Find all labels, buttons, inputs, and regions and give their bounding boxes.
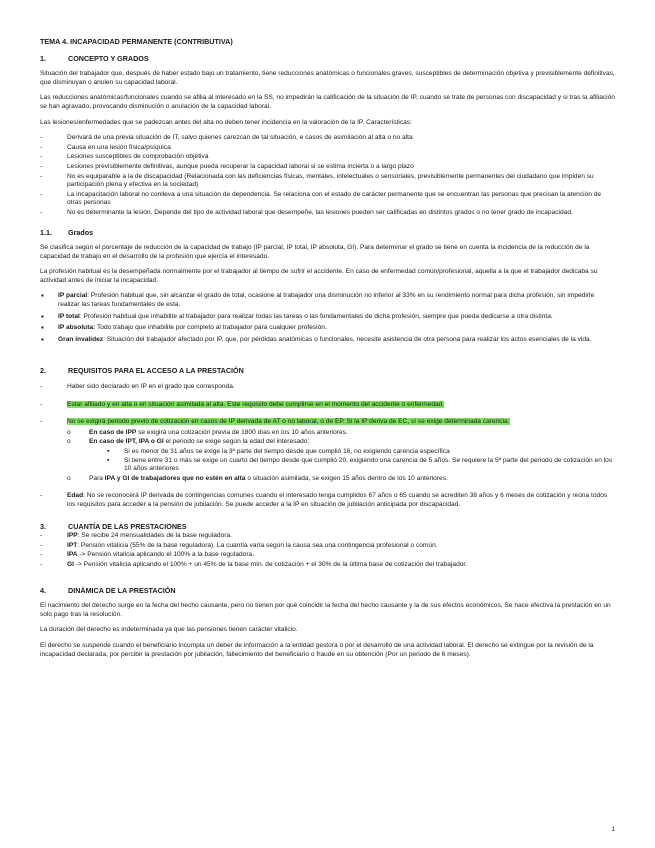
- grade-text: : Situación del trabajador afectado por IP, que, por pérdidas anatómicas o funcionales, necesite asistencia de otra persona para realizar los actos esenciales de la vida.: [103, 335, 592, 343]
- amount-text: -> Pensión vitalicia aplicando el 100% a la base reguladora.: [77, 551, 255, 559]
- requirements-list: [40, 383, 615, 510]
- list-item: [40, 418, 615, 483]
- sublist-item: ▪ Si es menor de 31 años se exige la 3ª parte del tiempo desde que cumplió 16, no exigiendo carencia específica: [107, 448, 615, 457]
- section-title: CUANTÍA DE LAS PRESTACIONES: [68, 521, 187, 531]
- list-item: [40, 292, 615, 309]
- amount-text: : Pensión vitalicia (55% de la base reguladora). La cuantía varía según la causa sea una contingencia profesional o común.: [77, 541, 438, 549]
- section-title: CONCEPTO Y GRADOS: [68, 53, 149, 63]
- amount-term: IPA: [67, 551, 78, 559]
- grade-term: IP parcial: [58, 292, 88, 300]
- grade-term: Gran invalidez: [58, 335, 104, 343]
- paragraph: Las reducciones anatómicas/funcionales cuando se afilia al interesado en la SS, no impedirán la calificación de la situación de IP, cuando se trate de personas con discapacidad y si tras la afiliación se han agravado, provocando disminución o anulación de la capacidad laboral.: [40, 94, 615, 110]
- amount-term: IPP: [67, 532, 78, 540]
- list-item: [40, 383, 615, 392]
- paragraph: El nacimiento del derecho surge en la fecha del hecho causante, pero no tienen por qué coincidir la fecha del hecho causante y la de sus efectos económicos. Se hace efectiva la prestación en un solo pago tras la resolución.: [40, 602, 611, 618]
- grade-term: IP total: [58, 312, 80, 320]
- sublist-text: se exigirá una cotización previa de 1800 días en los 10 años anteriores.: [136, 428, 348, 436]
- list-item: [40, 551, 615, 560]
- section-title: DINÁMICA DE LA PRESTACIÓN: [68, 585, 176, 595]
- document-title: TEMA 4. INCAPACIDAD PERMANENTE (CONTRIBUTIVA): [40, 37, 233, 46]
- list-item: [40, 492, 615, 509]
- grade-term: IP absoluta:: [58, 324, 96, 332]
- paragraph: Se clasifica según el porcentaje de reducción de la capacidad de trabajo (IP parcial, IP total, IP absoluta, GI). Para determinar el grado se tiene en cuenta la incidencia de la reducción de la capacidad de trabajo en el desarrollo de la profesión que ejercía el interesado.: [40, 244, 590, 260]
- grades-list: [40, 292, 615, 344]
- list-item: - Lesiones previsiblemente definitivas, aunque pueda recuperar la capacidad laboral si se estima incierta o a largo plazo: [40, 163, 615, 172]
- age-sublist: [107, 448, 615, 474]
- list-item: - Derivará de una previa situación de IT, salvo quienes carezcan de tal situación, e casos de asimilación al alta o no alta: [40, 134, 615, 143]
- amount-term: GI: [67, 560, 74, 568]
- list-item: [40, 532, 615, 541]
- list-item: [40, 324, 615, 333]
- list-item: [40, 313, 615, 322]
- sublist-term: IPA y GI de trabajadores que no estén en alta: [104, 474, 246, 482]
- grade-text: : Profesión habitual que, sin alcanzar el grado de total, ocasione al trabajador una disminución no inferior al 33% en su rendimiento normal para dicha profesión, sin impedirle realizar las tareas fundamentales de esta.: [58, 292, 595, 309]
- section-number: 1.: [40, 53, 46, 63]
- requirement-text: Haber sido declarado en IP en el grado que corresponda.: [67, 383, 235, 391]
- contribution-sublist: [67, 429, 615, 484]
- paragraph: La duración del derecho es indeterminada ya que las pensiones tienen carácter vitalicio.: [40, 626, 298, 634]
- list-item: - Lesiones susceptibles de comprobación objetiva: [40, 153, 615, 162]
- list-item: [40, 561, 615, 570]
- section-number: 2.: [40, 366, 46, 376]
- section-3-heading: [40, 523, 615, 532]
- paragraph: El derecho se suspende cuando el beneficiario incumpla un deber de información a la entidad gestora o por el desarrollo de una actividad laboral. El derecho se extingue por la revisión de la incapacidad declarada, por percibir la prestación por jubilación, fallecimiento del beneficiario o fraude en su obtención (Por un periodo de 6 meses).: [40, 641, 594, 658]
- amount-term: IPT: [67, 541, 78, 549]
- grade-text: Todo trabajo que inhabilite por completo al trabajador para cualquier profesión.: [95, 324, 327, 332]
- list-item: - No es determinante la lesión. Depende del tipo de actividad laboral que desempeñe, las lesiones pueden ser calificadas en distintos grados o no tener grado de incapacidad.: [40, 209, 615, 218]
- amounts-list: [40, 532, 615, 569]
- section-4-heading: [40, 587, 615, 596]
- list-item: [40, 401, 615, 410]
- highlighted-text: No se exigirá periodo previo de cotización en casos de IP derivada de AT o no laboral, o de EP. Si la IP deriva de EC, sí se exige determinada carencia:: [67, 418, 510, 426]
- requirement-term: Edad: [67, 492, 84, 500]
- sublist-text: o situación asimilada, se exigen 15 años dentro de los 10 anteriores.: [245, 474, 448, 482]
- sublist-text: el periodo se exige según la edad del interesado:: [163, 438, 310, 446]
- sublist-term: En caso de IPT, IPA o GI: [89, 438, 164, 446]
- requirement-text: : No se reconocerá IP derivada de contingencias comunes cuando el interesado tenga cumplidos 67 años o 65 cuando se acrediten 38 años y 6 meses de cotización y reúna todos los requisitos para acceder a la pensión de jubilación. Se puede acceder a la IP en situación de jubilación anticipada por discapacidad.: [67, 492, 608, 508]
- list-item: - La incapacitación laboral no conlleva a una situación de dependencia. Se relaciona con el estado de carácter permanente que se encuentran las personas que precisan la atención de otras personas: [40, 191, 615, 208]
- list-item: - Causa en una lesión física/psíquica: [40, 144, 615, 153]
- sublist-item: ▪ Si tiene entre 31 o más se exige un cuarto del tiempo desde que cumplió 20, exigiendo una carencia de 5 años. Se requiere la 5ª parte del periodo de cotización en los 10 años anteriores: [107, 457, 615, 474]
- section-number: 4.: [40, 585, 46, 595]
- paragraph: Las lesiones/enfermedades que se padezcan antes del alta no deben tener incidencia en la valoración de la IP. Características:: [40, 118, 412, 126]
- paragraph: La profesión habitual es la desempeñada normalmente por el trabajador al tiempo de sufrir el accidente. En caso de enfermedad común/profesional, aquella a la que el trabajador dedicaba su actividad antes de iniciar la incapacidad.: [40, 268, 598, 284]
- grade-text: : Profesión habitual que inhabilite al trabajador para realizar todas las tareas o las fundamentales de dicha profesión, siempre que pueda dedicarse a otra distinta.: [79, 312, 553, 320]
- list-item: [40, 336, 615, 345]
- page-number: 1: [611, 826, 615, 833]
- sublist-item: [67, 475, 615, 484]
- highlighted-text: Estar afiliado y en alta o en situación asimilada al alta. Este requisito debe cumplirse en el momento del accidente o enfermedad.: [67, 400, 445, 408]
- amount-text: -> Pensión vitalicia aplicando el 100% + un 45% de la base mín. de cotización + el 30% de la última base de cotización del trabajador.: [73, 560, 468, 568]
- paragraph: Situación del trabajador que, después de haber estado bajo un tratamiento, tiene reducciones anatómicas o funcionales graves, susceptibles de determinación objetiva y previsiblemente definitivas, que disminuyan o anulen su capacidad laboral.: [40, 70, 615, 86]
- section-number: 3.: [40, 521, 46, 531]
- section-1-heading: [40, 55, 615, 64]
- sublist-term: En caso de IPP: [89, 428, 137, 436]
- section-title: REQUISITOS PARA EL ACCESO A LA PRESTACIÓN: [68, 366, 244, 376]
- amount-text: : Se recibe 24 mensualidades de la base reguladora.: [77, 532, 232, 540]
- section-number: 1.1.: [40, 227, 52, 237]
- list-item: [40, 542, 615, 551]
- characteristics-list: [40, 134, 615, 217]
- sublist-item: [67, 438, 615, 473]
- sublist-item: [67, 429, 615, 438]
- sublist-text: Para: [89, 474, 105, 482]
- section-2-heading: [40, 367, 615, 376]
- section-title: Grados: [68, 227, 94, 237]
- list-item: - No es equiparable a la de discapacidad (Relacionada con las deficiencias físicas, mentales, intelectuales o sensoriales, previsiblemente permanentes del ciudadano que impiden su participación plena y efectiva en la sociedad): [40, 173, 615, 190]
- section-1-1-heading: [40, 229, 615, 238]
